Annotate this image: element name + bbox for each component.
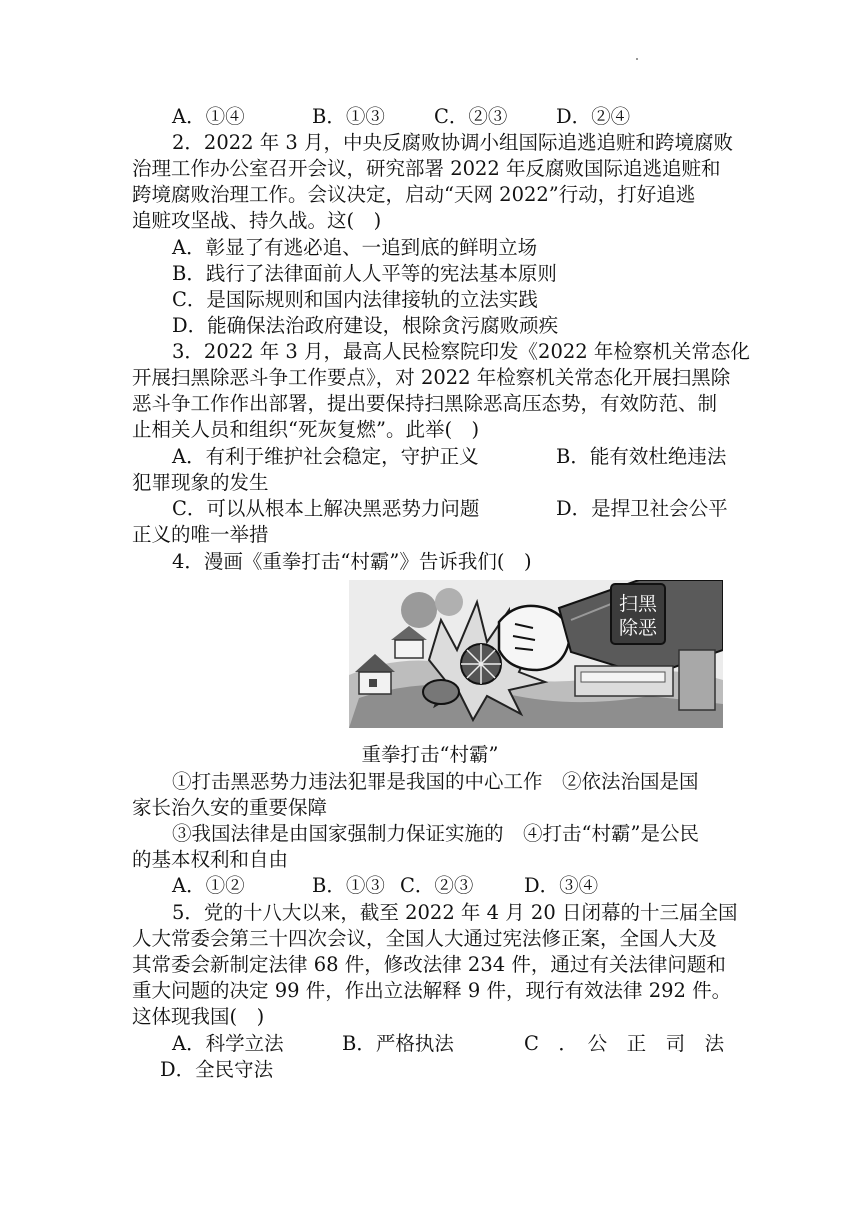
q2-option-c: C．是国际规则和国内法律接轨的立法实践: [172, 288, 538, 311]
q5-option-d: D．全民守法: [160, 1058, 274, 1081]
q4-statement-2-cont: 的基本权利和自由: [132, 848, 289, 871]
q2-option-b: B．践行了法律面前人人平等的宪法基本原则: [172, 262, 557, 285]
q5-option-c: C ． 公 正 司 法: [524, 1032, 725, 1055]
q2-stem-line-2: 治理工作办公室召开会议，研究部署 2022 年反腐败国际追逃追赃和: [132, 157, 721, 180]
q1-option-c: C．②③: [434, 105, 508, 128]
q2-stem-line-1: 2．2022 年 3 月，中央反腐败协调小组国际追逃追赃和跨境腐败: [172, 131, 734, 154]
q4-statement-1: ①打击黑恶势力违法犯罪是我国的中心工作 ②依法治国是国: [172, 770, 699, 793]
q5-options: [172, 1031, 724, 1057]
q1-option-b: B．①③: [312, 105, 385, 128]
q5-stem-line-2: 人大常委会第三十四次会议，全国人大通过宪法修正案，全国人大及: [132, 927, 718, 950]
q4-options: [172, 873, 598, 899]
q3-option-c: C．可以从根本上解决黑恶势力问题: [172, 497, 480, 520]
q2-stem-line-4: 追赃攻坚战、持久战。这( ): [132, 209, 382, 232]
q1-options: [172, 104, 630, 130]
q4-statement-2: ③我国法律是由国家强制力保证实施的 ④打击“村霸”是公民: [172, 822, 699, 845]
q3-stem-line-1: 3．2022 年 3 月，最高人民检察院印发《2022 年检察机关常态化: [172, 340, 750, 363]
q5-option-b: B．严格执法: [342, 1032, 454, 1055]
q5-stem-line-1: 5．党的十八大以来，截至 2022 年 4 月 20 日闭幕的十三届全国: [172, 901, 738, 924]
q2-option-d: D．能确保法治政府建设，根除贪污腐败顽疾: [172, 314, 559, 337]
q3-option-a: A．有利于维护社会稳定，守护正义: [172, 445, 479, 468]
q3-stem-line-3: 恶斗争工作作出部署，提出要保持扫黑除恶高压态势，有效防范、制: [132, 392, 718, 415]
q4-stem: 4．漫画《重拳打击“村霸”》告诉我们( ): [172, 550, 532, 573]
comic-caption: 重拳打击“村霸”: [361, 743, 499, 766]
q3-option-b-cont: 犯罪现象的发生: [132, 471, 269, 494]
q1-option-d: D．②④: [556, 105, 631, 128]
q2-stem-line-3: 跨境腐败治理工作。会议决定，启动“天网 2022”行动，打好追逃: [132, 183, 696, 206]
q3-stem-line-4: 止相关人员和组织“死灰复燃”。此举( ): [132, 418, 480, 441]
q4-statement-1-cont: 家长治久安的重要保障: [132, 796, 328, 819]
q3-option-d-cont: 正义的唯一举措: [132, 523, 269, 546]
q3-option-d: D．是捍卫社会公平: [556, 497, 728, 520]
header-dot: [636, 58, 638, 60]
q5-option-a: A．科学立法: [172, 1032, 284, 1055]
q1-option-a: A．①④: [172, 105, 245, 128]
q3-stem-line-2: 开展扫黑除恶斗争工作要点》，对 2022 年检察机关常态化开展扫黑除: [132, 366, 731, 389]
q5-stem-line-3: 其常委会新制定法律 68 件，修改法律 234 件，通过有关法律问题和: [132, 953, 726, 976]
comic-sign-line-2: 除恶: [618, 617, 658, 639]
q2-option-a: A．彰显了有逃必追、一追到底的鲜明立场: [172, 236, 538, 259]
q4-option-b: B．①③: [312, 874, 385, 897]
q4-option-a: A．①②: [172, 874, 245, 897]
q4-option-c: C．②③: [400, 874, 474, 897]
comic-sign-line-1: 扫黑: [618, 593, 658, 615]
q5-stem-line-5: 这体现我国( ): [132, 1005, 265, 1028]
q3-option-b: B．能有效杜绝违法: [556, 445, 727, 468]
comic-illustration: [349, 580, 723, 728]
q4-option-d: D．③④: [524, 874, 599, 897]
q5-stem-line-4: 重大问题的决定 99 件，作出立法解释 9 件，现行有效法律 292 件。: [132, 979, 732, 1002]
